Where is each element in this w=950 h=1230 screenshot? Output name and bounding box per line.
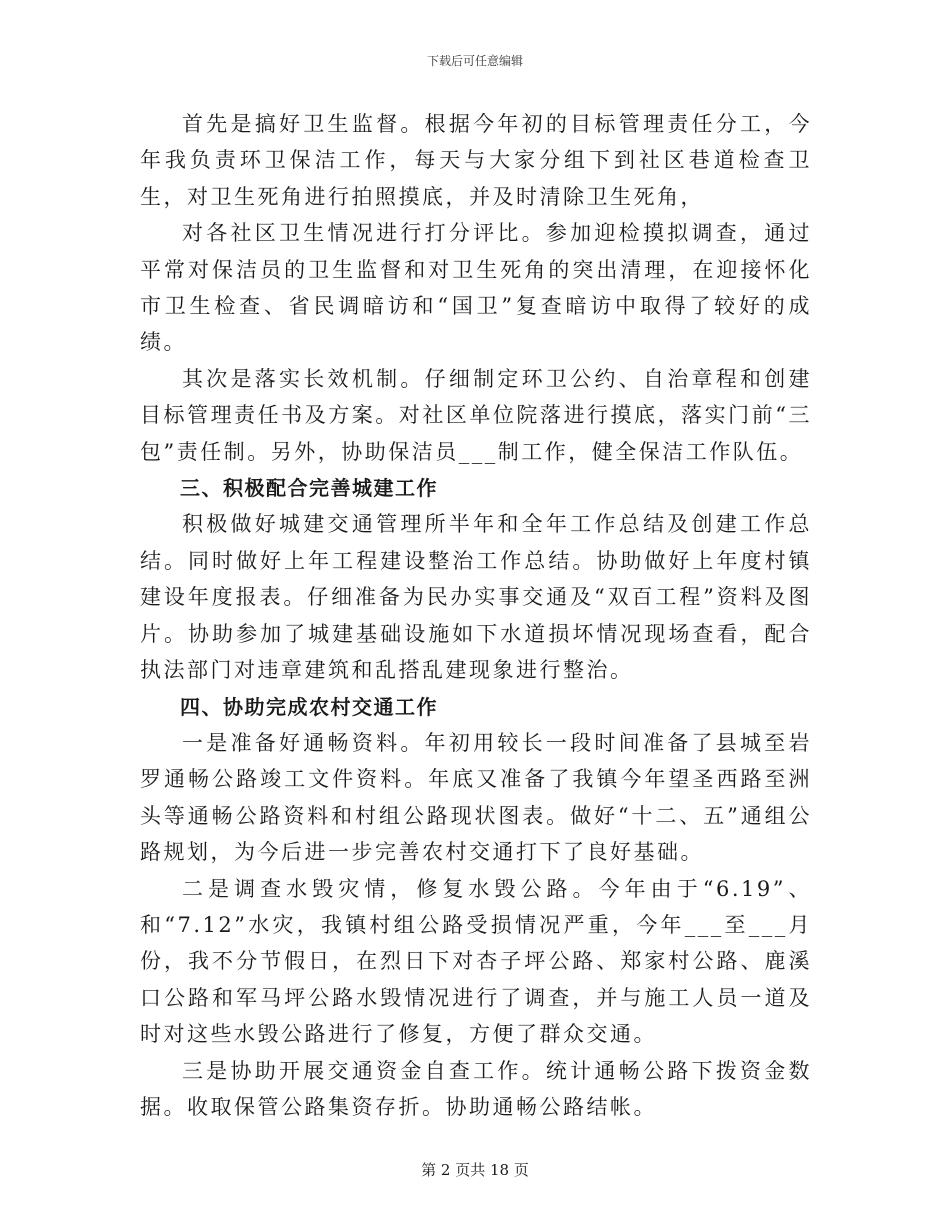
paragraph-long-term-mechanism: 其次是落实长效机制。仔细制定环卫公约、自治章程和创建目标管理责任书及方案。对社区单位院落进行摸底，落实门前“三包”责任制。另外，协助保洁员___制工作，健全保洁工作队伍。 [140, 366, 812, 464]
page-number: 第 2 页共 18 页 [421, 1161, 529, 1179]
paragraph-urban-construction: 积极做好城建交通管理所半年和全年工作总结及创建工作总结。同时做好上年工程建设整治工作总结。协助做好上年度村镇建设年度报表。仔细准备为民办实事交通及“双百工程”资料及图片。协助参加了城建基础设施如下水道损坏情况现场查看，配合执法部门对违章建筑和乱搭乱建现象进行整治。 [140, 512, 812, 683]
section-heading-rural-transport: 四、协助完成农村交通工作 [180, 694, 438, 719]
paragraph-sanitation-supervision: 首先是搞好卫生监督。根据今年初的目标管理责任分工，今年我负责环卫保洁工作，每天与大家分组下到社区巷道检查卫生，对卫生死角进行拍照摸底，并及时清除卫生死角， [140, 112, 812, 209]
paragraph-fund-audit: 三是协助开展交通资金自查工作。统计通畅公路下拨资金数据。收取保管公路集资存折。协助通畅公路结帐。 [140, 1058, 812, 1119]
paragraph-flood-damage: 二是调查水毁灾情，修复水毁公路。今年由于“6.19”、和“7.12”水灾，我镇村组公路受损情况严重，今年___至___月份，我不分节假日，在烈日下对杏子坪公路、郑家村公路、鹿溪口公路和军马坪公路水毁情况进行了调查，并与施工人员一道及时对这些水毁公路进行了修复，方便了群众交通。 [140, 876, 812, 1047]
page-header: 下载后可任意编辑 [426, 54, 523, 68]
section-heading-urban-construction: 三、积极配合完善城建工作 [180, 476, 438, 501]
document-body [140, 106, 812, 1125]
paragraph-road-documents: 一是准备好通畅资料。年初用较长一段时间准备了县城至岩罗通畅公路竣工文件资料。年底又准备了我镇今年望圣西路至洲头等通畅公路资料和村组公路现状图表。做好“十二、五”通组公路规划，为今后进一步完善农村交通打下了良好基础。 [140, 730, 812, 865]
paragraph-community-scoring: 对各社区卫生情况进行打分评比。参加迎检摸拟调查，通过平常对保洁员的卫生监督和对卫生死角的突出清理，在迎接怀化市卫生检查、省民调暗访和“国卫”复查暗访中取得了较好的成绩。 [140, 221, 812, 355]
